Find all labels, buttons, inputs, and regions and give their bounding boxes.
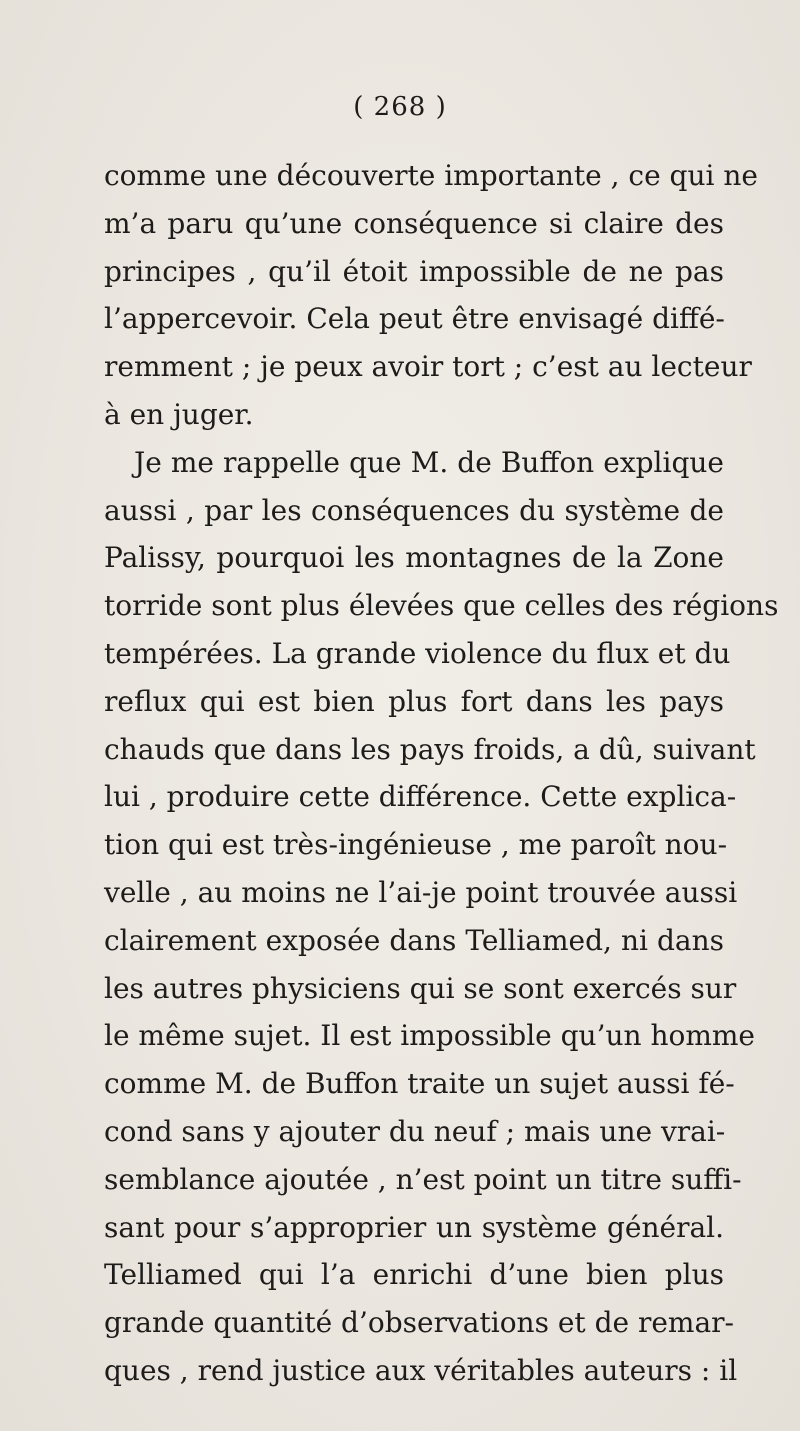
text-line: semblance ajoutée , n’est point un titre suffi-	[104, 1162, 742, 1196]
text-line: le même sujet. Il est impossible qu’un homme	[104, 1019, 755, 1053]
text-line: principes , qu’il étoit impossible de ne pas	[104, 254, 724, 288]
text-line: les autres physiciens qui se sont exercés sur	[104, 971, 737, 1005]
text-line: cond sans y ajouter du neuf ; mais une vrai-	[104, 1114, 726, 1148]
text-line: grande quantité d’observations et de remar-	[104, 1306, 735, 1340]
text-line: remment ; je peux avoir tort ; c’est au lecteur	[104, 350, 752, 384]
text-line: Je me rappelle que M. de Buffon explique	[134, 445, 724, 479]
text-line: aussi , par les conséquences du système de	[104, 493, 724, 527]
body-text	[104, 152, 779, 1395]
text-line: torride sont plus élevées que celles des régions	[104, 589, 779, 623]
text-line: lui , produire cette différence. Cette explica-	[104, 780, 737, 814]
text-line: Telliamed qui l’a enrichi d’une bien plus	[104, 1258, 724, 1292]
text-line: à en juger.	[104, 397, 254, 431]
text-line: reflux qui est bien plus fort dans les pays	[104, 684, 724, 718]
text-line: tion qui est très-ingénieuse , me paroît nou-	[104, 828, 728, 862]
text-line: clairement exposée dans Telliamed, ni dans	[104, 923, 724, 957]
text-line: chauds que dans les pays froids, a dû, suivant	[104, 732, 756, 766]
text-line: sant pour s’approprier un système général.	[104, 1210, 724, 1244]
text-line: m’a paru qu’une conséquence si claire des	[104, 206, 724, 240]
text-line: comme M. de Buffon traite un sujet aussi fé-	[104, 1067, 735, 1101]
text-line: velle , au moins ne l’ai-je point trouvée aussi	[104, 875, 738, 909]
text-line: tempérées. La grande violence du flux et du	[104, 636, 731, 670]
text-line: Palissy, pourquoi les montagnes de la Zone	[104, 541, 724, 575]
text-line: comme une découverte importante , ce qui ne	[104, 159, 758, 192]
page-number: ( 268 )	[353, 92, 447, 122]
text-line: l’appercevoir. Cela peut être envisagé diffé-	[104, 302, 725, 336]
text-line: ques , rend justice aux véritables auteurs : il	[104, 1353, 738, 1387]
